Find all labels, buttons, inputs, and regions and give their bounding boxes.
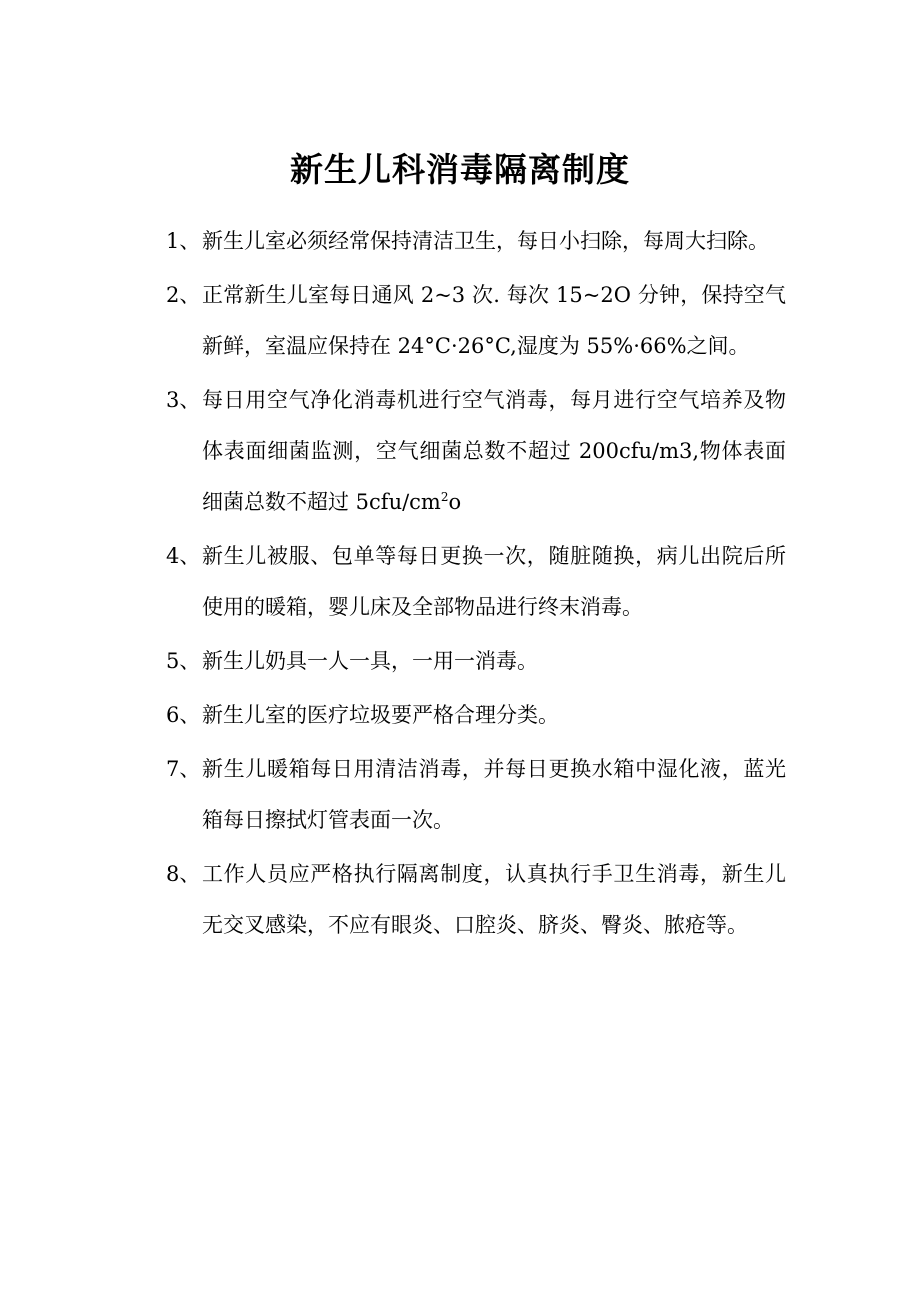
rules-list — [166, 216, 786, 954]
rule-text: 新生儿暖箱每日用清洁消毒，并每日更换水箱中湿化液，蓝光箱每日擦拭灯管表面一次。 — [202, 757, 786, 832]
rule-text: 新生儿室的医疗垃圾要严格合理分类。 — [202, 703, 559, 727]
rule-number: 2、 — [166, 283, 201, 307]
rule-item-4 — [166, 531, 786, 633]
document-title: 新生儿科消毒隔离制度 — [290, 150, 630, 190]
rule-number: 7、 — [166, 757, 201, 781]
superscript-exponent: 2 — [440, 490, 449, 504]
rule-text-container — [202, 375, 786, 528]
rule-text: 新生儿奶具一人一具，一用一消毒。 — [202, 649, 538, 673]
rule-item-8 — [166, 849, 786, 951]
rule-number: 3、 — [166, 388, 201, 412]
rule-text: 工作人员应严格执行隔离制度，认真执行手卫生消毒，新生儿无交叉感染，不应有眼炎、口腔炎、脐炎、臀炎、脓疮等。 — [202, 862, 786, 937]
rule-text: 正常新生儿室每日通风 2~3 次. 每次 15~2O 分钟，保持空气新鲜，室温应保持在 24°C·26°C,湿度为 55%·66%之间。 — [202, 283, 786, 358]
rule-number: 5、 — [166, 649, 201, 673]
rule-item-2 — [166, 270, 786, 372]
rule-number: 6、 — [166, 703, 201, 727]
rule-item-1 — [166, 216, 786, 267]
rule-number: 4、 — [166, 544, 201, 568]
rule-number: 8、 — [166, 862, 201, 886]
rule-text: 新生儿被服、包单等每日更换一次，随脏随换，病儿出院后所使用的暖箱，婴儿床及全部物品进行终末消毒。 — [202, 544, 786, 619]
rule-number: 1、 — [166, 229, 201, 253]
rule-text-tail: o — [448, 490, 462, 514]
rule-item-7 — [166, 744, 786, 846]
rule-item-3 — [166, 375, 786, 528]
rule-item-5 — [166, 636, 786, 687]
rule-item-6 — [166, 690, 786, 741]
rule-text: 每日用空气净化消毒机进行空气消毒，每月进行空气培养及物体表面细菌监测，空气细菌总数不超过 200cfu∕m3,物体表面细菌总数不超过 5cfu∕cm — [202, 388, 786, 514]
rule-text: 新生儿室必须经常保持清洁卫生，每日小扫除，每周大扫除。 — [202, 229, 769, 253]
